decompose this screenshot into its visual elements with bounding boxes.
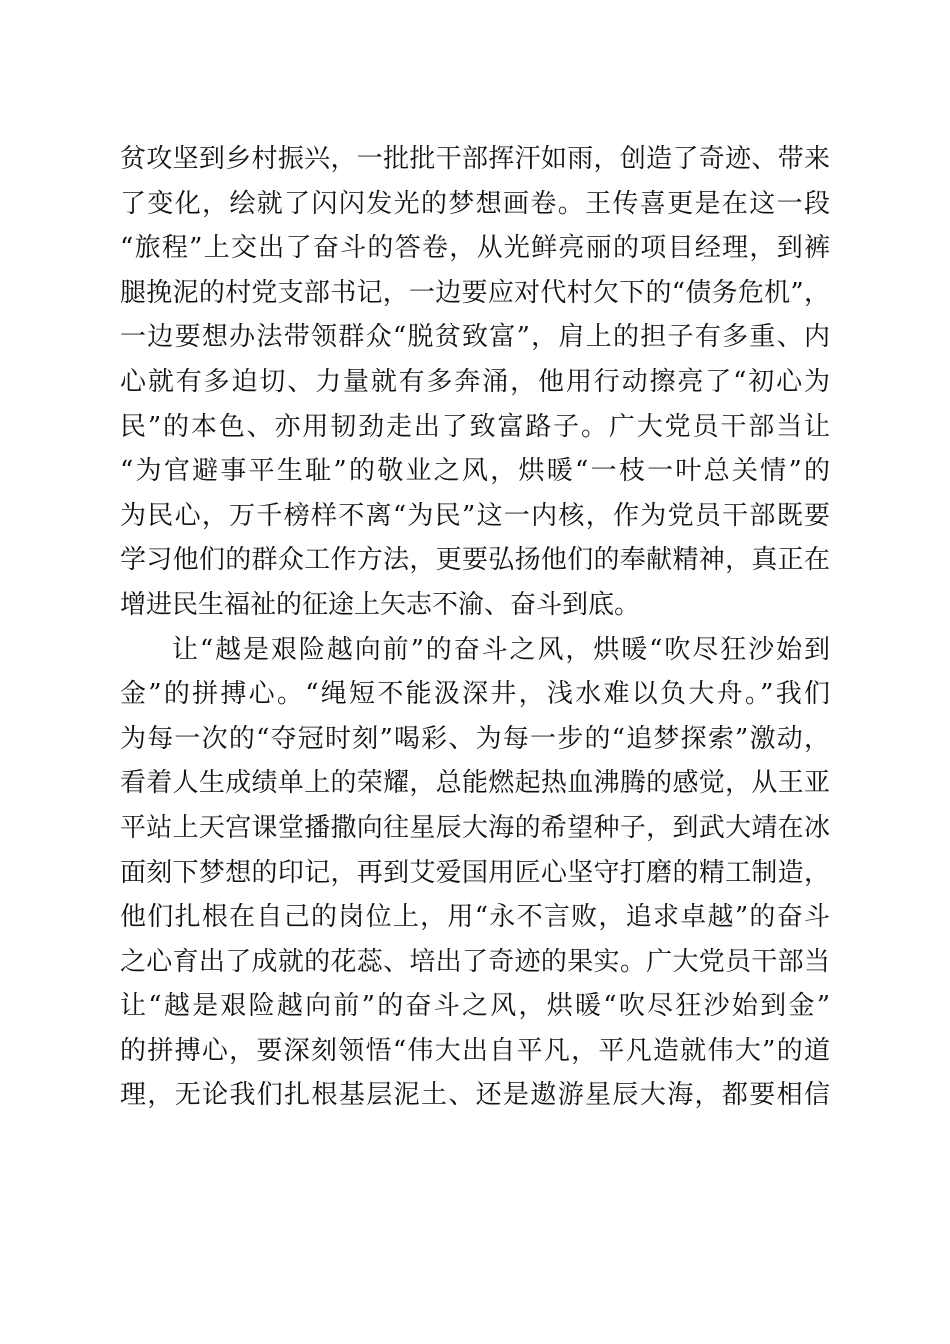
- paragraph-2-line-6: 面刻下梦想的印记，再到艾爱国用匠心坚守打磨的精工制造，: [120, 857, 830, 888]
- paragraph-2-line-5: 平站上天宫课堂播撒向往星辰大海的希望种子，到武大靖在冰: [120, 812, 830, 843]
- paragraph-1-line-3: “旅程”上交出了奋斗的答卷，从光鲜亮丽的项目经理，到裤: [120, 233, 830, 264]
- body-text: [120, 137, 830, 1118]
- paragraph-2-line-10: 的拼搏心，要深刻领悟“伟大出自平凡，平凡造就伟大”的道: [120, 1035, 830, 1066]
- paragraph-1-line-2: 了变化，绘就了闪闪发光的梦想画卷。王传喜更是在这一段: [120, 188, 830, 219]
- paragraph-1-line-5: 一边要想办法带领群众“脱贫致富”，肩上的担子有多重、内: [120, 322, 830, 353]
- paragraph-2-line-9: 让“越是艰险越向前”的奋斗之风，烘暖“吹尽狂沙始到金”: [120, 991, 830, 1022]
- paragraph-2-line-11: 理，无论我们扎根基层泥土、还是遨游星辰大海，都要相信: [120, 1080, 830, 1111]
- paragraph-2-line-4: 看着人生成绩单上的荣耀，总能燃起热血沸腾的感觉，从王亚: [120, 768, 830, 799]
- paragraph-2-line-7: 他们扎根在自己的岗位上，用“永不言败，追求卓越”的奋斗: [120, 902, 830, 933]
- paragraph-1-line-9: 为民心，万千榜样不离“为民”这一内核，作为党员干部既要: [120, 500, 830, 531]
- paragraph-2-line-1: 让“越是艰险越向前”的奋斗之风，烘暖“吹尽狂沙始到: [172, 634, 830, 665]
- paragraph-2-line-2: 金”的拼搏心。“绳短不能汲深井，浅水难以负大舟。”我们: [120, 679, 830, 710]
- paragraph-1-line-11: 增进民生福祉的征途上矢志不渝、奋斗到底。: [120, 589, 641, 620]
- paragraph-2-line-3: 为每一次的“夺冠时刻”喝彩、为每一步的“追梦探索”激动，: [120, 723, 830, 754]
- paragraph-1-line-6: 心就有多迫切、力量就有多奔涌，他用行动擦亮了“初心为: [120, 366, 830, 397]
- paragraph-1-line-1: 贫攻坚到乡村振兴，一批批干部挥汗如雨，创造了奇迹、带来: [120, 144, 830, 174]
- paragraph-1-line-4: 腿挽泥的村党支部书记，一边要应对代村欠下的“债务危机”，: [120, 277, 830, 308]
- paragraph-1-line-8: “为官避事平生耻”的敬业之风，烘暖“一枝一叶总关情”的: [120, 456, 830, 487]
- paragraph-1-line-10: 学习他们的群众工作方法，更要弘扬他们的奉献精神，真正在: [120, 545, 830, 576]
- paragraph-1-line-7: 民”的本色、亦用韧劲走出了致富路子。广大党员干部当让: [120, 411, 830, 442]
- paragraph-2-line-8: 之心育出了成就的花蕊、培出了奇迹的果实。广大党员干部当: [120, 946, 830, 977]
